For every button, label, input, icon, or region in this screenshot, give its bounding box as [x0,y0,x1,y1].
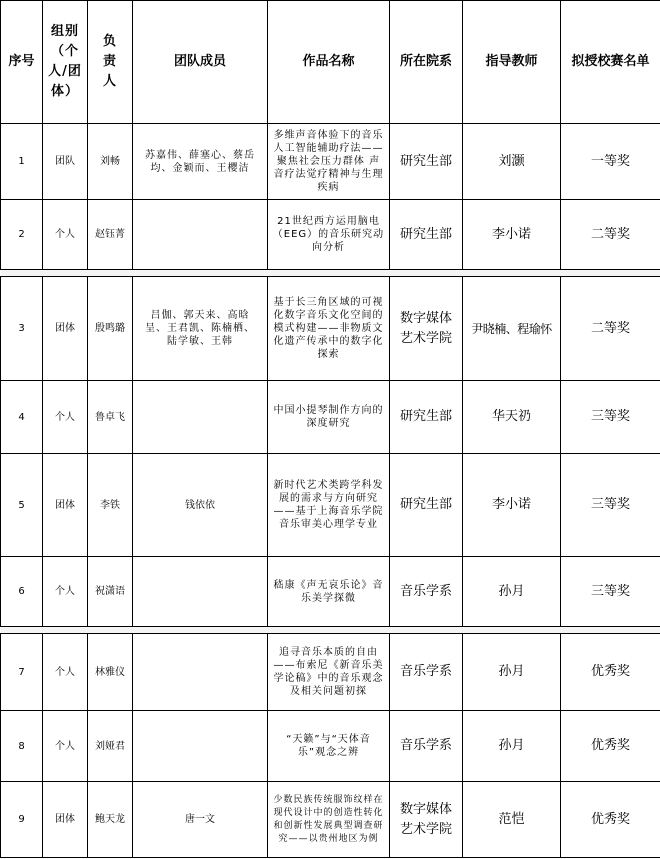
header-title: 作品名称 [268,1,390,124]
cell-advisor: 孙月 [463,634,561,711]
cell-group: 个人 [43,200,88,270]
cell-index: 3 [1,277,43,381]
cell-advisor: 华天礽 [463,381,561,454]
cell-group: 团队 [43,124,88,200]
cell-advisor: 尹晓楠、程瑜怀 [463,277,561,381]
cell-award: 三等奖 [561,454,660,557]
cell-leader: 刘畅 [88,124,133,200]
cell-advisor: 李小诺 [463,200,561,270]
table-row [1,381,660,454]
header-dept: 所在院系 [390,1,463,124]
table-row [1,200,660,270]
cell-group: 团体 [43,277,88,381]
cell-index: 1 [1,124,43,200]
table-row [1,782,660,858]
cell-award: 三等奖 [561,557,660,627]
cell-title: 追寻音乐本质的自由——布索尼《新音乐美学论稿》中的音乐观念及相关问题初探 [268,634,390,711]
cell-index: 6 [1,557,43,627]
cell-index: 9 [1,782,43,858]
cell-leader: 林雅仪 [88,634,133,711]
cell-award: 优秀奖 [561,711,660,782]
table-row [1,557,660,627]
cell-group: 团体 [43,454,88,557]
cell-group: 个人 [43,557,88,627]
cell-advisor: 范恺 [463,782,561,858]
cell-leader: 李铁 [88,454,133,557]
cell-dept: 研究生部 [390,200,463,270]
cell-members: 吕伽、郭天来、高晗呈、王君凯、陈楠栖、陆学敏、王韩 [133,277,268,381]
cell-award: 三等奖 [561,381,660,454]
cell-dept: 音乐学系 [390,711,463,782]
cell-leader: 殷鸣璐 [88,277,133,381]
cell-award: 二等奖 [561,277,660,381]
cell-index: 7 [1,634,43,711]
table-row [1,711,660,782]
cell-title: 中国小提琴制作方向的深度研究 [268,381,390,454]
cell-leader: 刘娅君 [88,711,133,782]
cell-title: 少数民族传统服饰纹样在现代设计中的创造性转化和创新性发展典型调查研究——以贵州地区为例 [268,782,390,858]
cell-members: 唐一文 [133,782,268,858]
cell-award: 一等奖 [561,124,660,200]
cell-group: 个人 [43,634,88,711]
cell-group: 团体 [43,782,88,858]
cell-leader: 赵钰菁 [88,200,133,270]
cell-dept: 音乐学系 [390,557,463,627]
cell-dept: 研究生部 [390,381,463,454]
cell-members [133,711,268,782]
cell-advisor: 李小诺 [463,454,561,557]
cell-members [133,381,268,454]
header-leader: 负责人 [88,1,133,124]
table-row [1,277,660,381]
cell-award: 优秀奖 [561,782,660,858]
cell-members [133,200,268,270]
cell-group: 个人 [43,381,88,454]
cell-index: 5 [1,454,43,557]
header-row [1,1,660,124]
header-group: 组别（个人/团体） [43,1,88,124]
page-break-gap [1,627,660,634]
cell-dept: 研究生部 [390,124,463,200]
cell-award: 二等奖 [561,200,660,270]
cell-dept: 音乐学系 [390,634,463,711]
cell-title: 多维声音体验下的音乐人工智能辅助疗法——聚焦社会压力群体 声音疗法觉疗精神与生理疾病 [268,124,390,200]
cell-members: 钱依依 [133,454,268,557]
header-advisor: 指导教师 [463,1,561,124]
page-break-gap [1,270,660,277]
cell-index: 8 [1,711,43,782]
table-row [1,634,660,711]
table-row [1,124,660,200]
cell-members [133,557,268,627]
cell-members [133,634,268,711]
cell-award: 优秀奖 [561,634,660,711]
cell-advisor: 刘灏 [463,124,561,200]
cell-index: 4 [1,381,43,454]
cell-leader: 鲍天龙 [88,782,133,858]
cell-title: 基于长三角区域的可视化数字音乐文化空间的模式构建——非物质文化遗产传承中的数字化探索 [268,277,390,381]
cell-index: 2 [1,200,43,270]
cell-leader: 鲁卓飞 [88,381,133,454]
cell-leader: 祝潇语 [88,557,133,627]
cell-title: 新时代艺术类跨学科发展的需求与方向研究——基于上海音乐学院音乐审美心理学专业 [268,454,390,557]
cell-advisor: 孙月 [463,557,561,627]
cell-advisor: 孙月 [463,711,561,782]
header-members: 团队成员 [133,1,268,124]
cell-dept: 数字媒体艺术学院 [390,277,463,381]
cell-dept: 研究生部 [390,454,463,557]
cell-title: 嵇康《声无哀乐论》音乐美学探微 [268,557,390,627]
cell-title: “天籁”与“天体音乐”观念之辨 [268,711,390,782]
cell-group: 个人 [43,711,88,782]
header-index: 序号 [1,1,43,124]
table-row [1,454,660,557]
cell-members: 苏嘉伟、薛塞心、蔡岳均、金颖而、王樱洁 [133,124,268,200]
cell-title: 21世纪西方运用脑电（EEG）的音乐研究动向分析 [268,200,390,270]
cell-dept: 数字媒体艺术学院 [390,782,463,858]
header-award: 拟授校赛名单 [561,1,660,124]
